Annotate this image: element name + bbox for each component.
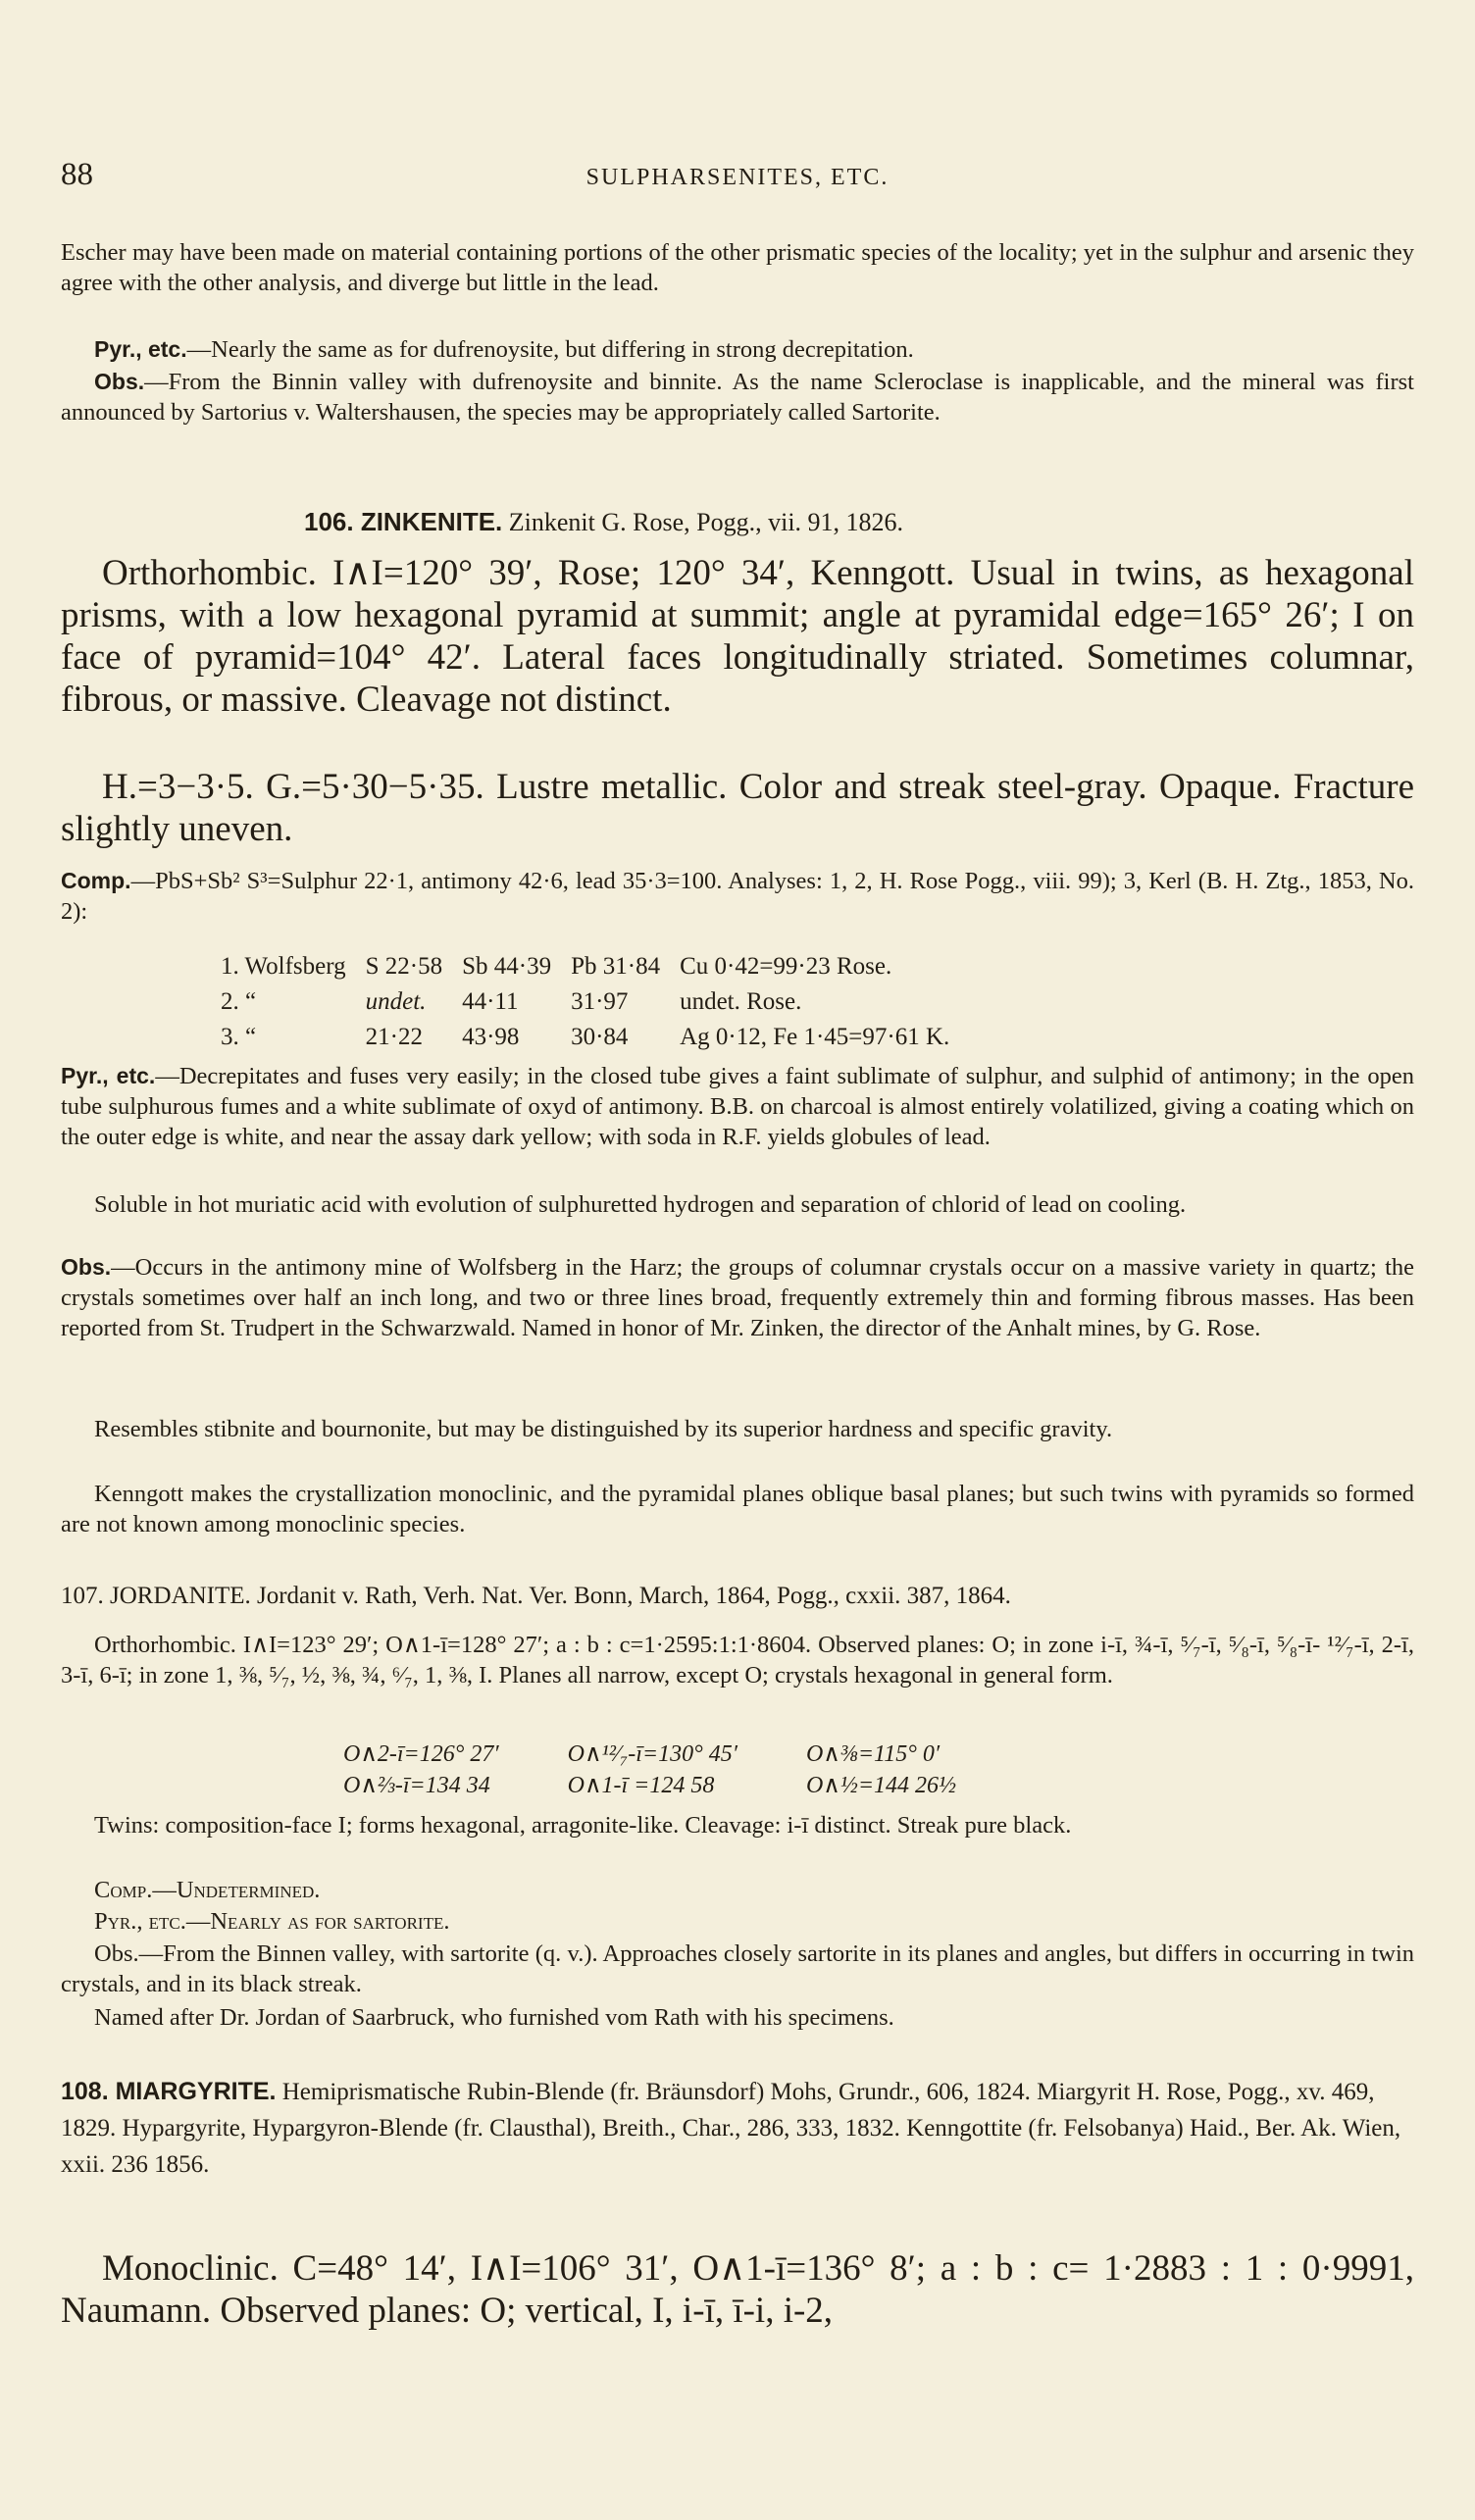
zinkenite-comp	[61, 866, 1414, 927]
miargyrite-heading	[61, 2074, 1414, 2183]
table-cell: O∧¹²⁄₇-ī=130° 45′	[567, 1740, 738, 1767]
obs-text: —Occurs in the antimony mine of Wolfsberg in the Harz; the groups of columnar crystals occur on a massive variety in quartz; the crystals sometimes over half an inch long, and two or three lines broad, frequently extremely thin and forming fibrous masses. Has been reported from St. Trudpert in the Schwarzwald. Named in honor of Mr. Zinken, the director of the Anhalt mines, by G. Rose.	[61, 1254, 1414, 1341]
table-cell: 43·98	[462, 1024, 520, 1050]
miargyrite-description: Monoclinic. C=48° 14′, I∧I=106° 31′, O∧1-ī=136° 8′; a : b : c= 1·2883 : 1 : 0·9991, Naumann. Observed planes: O; vertical, I, i-ī, ī-i, i-2,	[61, 2248, 1414, 2331]
jordanite-angles-table	[343, 1738, 1025, 1800]
table-cell: 3. “	[221, 1024, 257, 1050]
table-cell: undet. Rose.	[680, 988, 802, 1015]
obs-label: Obs.	[94, 369, 145, 394]
intro-pyr	[61, 334, 1414, 365]
table-row	[221, 984, 969, 1020]
zinkenite-resembles: Resembles stibnite and bournonite, but may be distinguished by its superior hardness and specific gravity.	[94, 1416, 1113, 1442]
jordanite-twins: Twins: composition-face I; forms hexagonal, arragonite-like. Cleavage: i-ī distinct. Streak pure black.	[94, 1812, 1072, 1839]
zinkenite-heading-ref: Zinkenit G. Rose, Pogg., vii. 91, 1826.	[508, 508, 904, 536]
table-cell: S 22·58	[365, 953, 443, 980]
table-cell: 30·84	[571, 1024, 629, 1050]
table-cell: Sb 44·39	[462, 953, 552, 980]
intro-paragraph: Escher may have been made on material containing portions of the other prismatic species of the locality; yet in the sulphur and arsenic they agree with the other analysis, and diverge but little in the lead.	[61, 239, 1414, 296]
obs-label: Obs.	[61, 1254, 112, 1280]
table-cell: O∧2-ī=126° 27′	[343, 1740, 499, 1767]
table-cell: undet.	[365, 988, 427, 1015]
zinkenite-physical-properties: H.=3−3·5. G.=5·30−5·35. Lustre metallic. Color and streak steel-gray. Opaque. Fracture slightly uneven.	[61, 767, 1414, 849]
obs-text: —From the Binnin valley with dufrenoysite and binnite. As the name Scleroclase is inapplicable, and the mineral was first announced by Sartorius v. Waltershausen, the species may be appropriately called Sartorite.	[61, 369, 1414, 426]
pyr-text: —Nearly the same as for dufrenoysite, but differing in strong decrepitation.	[186, 336, 914, 363]
running-title: SULPHARSENITES, ETC.	[585, 165, 890, 190]
jordanite-description: Orthorhombic. I∧I=123° 29′; O∧1-ī=128° 27′; a : b : c=1·2595:1:1·8604. Observed planes: O; in zone i-ī, ¾-ī, ⁵⁄₇-ī, ⁵⁄₈-ī, ⁵⁄₈-ī- ¹²⁄₇-ī, 2-ī, 3-ī, 6-ī; in zone 1, ⅜, ⁵⁄₇, ½, ⅜, ¾, ⁶⁄₇, 1, ⅜, I. Planes all narrow, except O; crystals hexagonal in general form.	[61, 1632, 1414, 1688]
comp-label: Comp.	[61, 868, 131, 893]
zinkenite-crystal-description: Orthorhombic. I∧I=120° 39′, Rose; 120° 34′, Kenngott. Usual in twins, as hexagonal prisms, with a low hexagonal pyramid at summit; angle at pyramidal edge=165° 26′; I on face of pyramid=104° 42′. Lateral faces longitudinally striated. Sometimes columnar, fibrous, or massive. Cleavage not distinct.	[61, 553, 1414, 720]
table-cell: 31·97	[571, 988, 629, 1015]
pyr-label: Pyr., etc.	[61, 1063, 156, 1088]
zinkenite-pyr	[61, 1061, 1414, 1152]
table-cell: Ag 0·12, Fe 1·45=97·61 K.	[680, 1024, 950, 1050]
jordanite-heading: 107. JORDANITE. Jordanit v. Rath, Verh. Nat. Ver. Bonn, March, 1864, Pogg., cxxii. 387, 1864.	[61, 1583, 1011, 1609]
zinkenite-obs	[61, 1252, 1414, 1343]
zinkenite-heading-num: 106. ZINKENITE.	[304, 507, 503, 536]
table-cell: 21·22	[365, 1024, 423, 1050]
page-number: 88	[61, 157, 93, 192]
page-header	[61, 157, 1414, 206]
table-row	[343, 1769, 1025, 1800]
table-cell: 1. Wolfsberg	[221, 953, 346, 980]
jordanite-obs: Obs.—From the Binnen valley, with sartorite (q. v.). Approaches closely sartorite in its planes and angles, but differs in occurring in twin crystals, and in its black streak.	[61, 1940, 1414, 1997]
pyr-label: Pyr., etc.	[94, 336, 187, 362]
zinkenite-kenngott: Kenngott makes the crystallization monoclinic, and the pyramidal planes oblique basal planes; but such twins with pyramids so formed are not known among monoclinic species.	[61, 1481, 1414, 1537]
table-row	[343, 1738, 1025, 1769]
miargyrite-heading-num: 108. MIARGYRITE.	[61, 2078, 277, 2105]
table-row	[221, 1020, 969, 1055]
table-cell: 2. “	[221, 988, 257, 1015]
analyses-table	[221, 949, 969, 1055]
table-cell: Pb 31·84	[571, 953, 661, 980]
table-cell: 44·11	[462, 988, 519, 1015]
table-cell: O∧⅜=115° 0′	[805, 1740, 941, 1767]
table-cell: O∧½=144 26½	[805, 1772, 957, 1798]
jordanite-named: Named after Dr. Jordan of Saarbruck, who furnished vom Rath with his specimens.	[94, 2004, 894, 2031]
table-row	[221, 949, 969, 984]
intro-obs	[61, 367, 1414, 428]
zinkenite-soluble: Soluble in hot muriatic acid with evolution of sulphuretted hydrogen and separation of chlorid of lead on cooling.	[94, 1191, 1187, 1218]
jordanite-pyr: Pyr., etc.—Nearly as for sartorite.	[94, 1908, 450, 1935]
comp-text: —PbS+Sb² S³=Sulphur 22·1, antimony 42·6, lead 35·3=100. Analyses: 1, 2, H. Rose Pogg., viii. 99); 3, Kerl (B. H. Ztg., 1853, No. 2):	[61, 868, 1414, 925]
pyr-text: —Decrepitates and fuses very easily; in the closed tube gives a faint sublimate of sulphur, and sulphid of antimony; in the open tube sulphurous fumes and a white sublimate of oxyd of antimony. B.B. on charcoal is almost entirely volatilized, giving a coating which on the outer edge is white, and near the assay dark yellow; with soda in R.F. yields globules of lead.	[61, 1063, 1414, 1150]
table-cell: O∧1-ī =124 58	[567, 1772, 715, 1798]
table-cell: O∧⅔-ī=134 34	[343, 1772, 490, 1798]
zinkenite-heading	[304, 507, 903, 537]
jordanite-comp: Comp.—Undetermined.	[94, 1877, 321, 1903]
table-cell: Cu 0·42=99·23 Rose.	[680, 953, 892, 980]
miargyrite-heading-ref: Hemiprismatische Rubin-Blende (fr. Bräunsdorf) Mohs, Grundr., 606, 1824. Miargyrit H. Rose, Pogg., xv. 469, 1829. Hypargyrite, Hypargyron-Blende (fr. Clausthal), Breith., Char., 286, 333, 1832. Kenngottite (fr. Felsobanya) Haid., Ber. Ak. Wien, xxii. 236 1856.	[61, 2079, 1401, 2178]
